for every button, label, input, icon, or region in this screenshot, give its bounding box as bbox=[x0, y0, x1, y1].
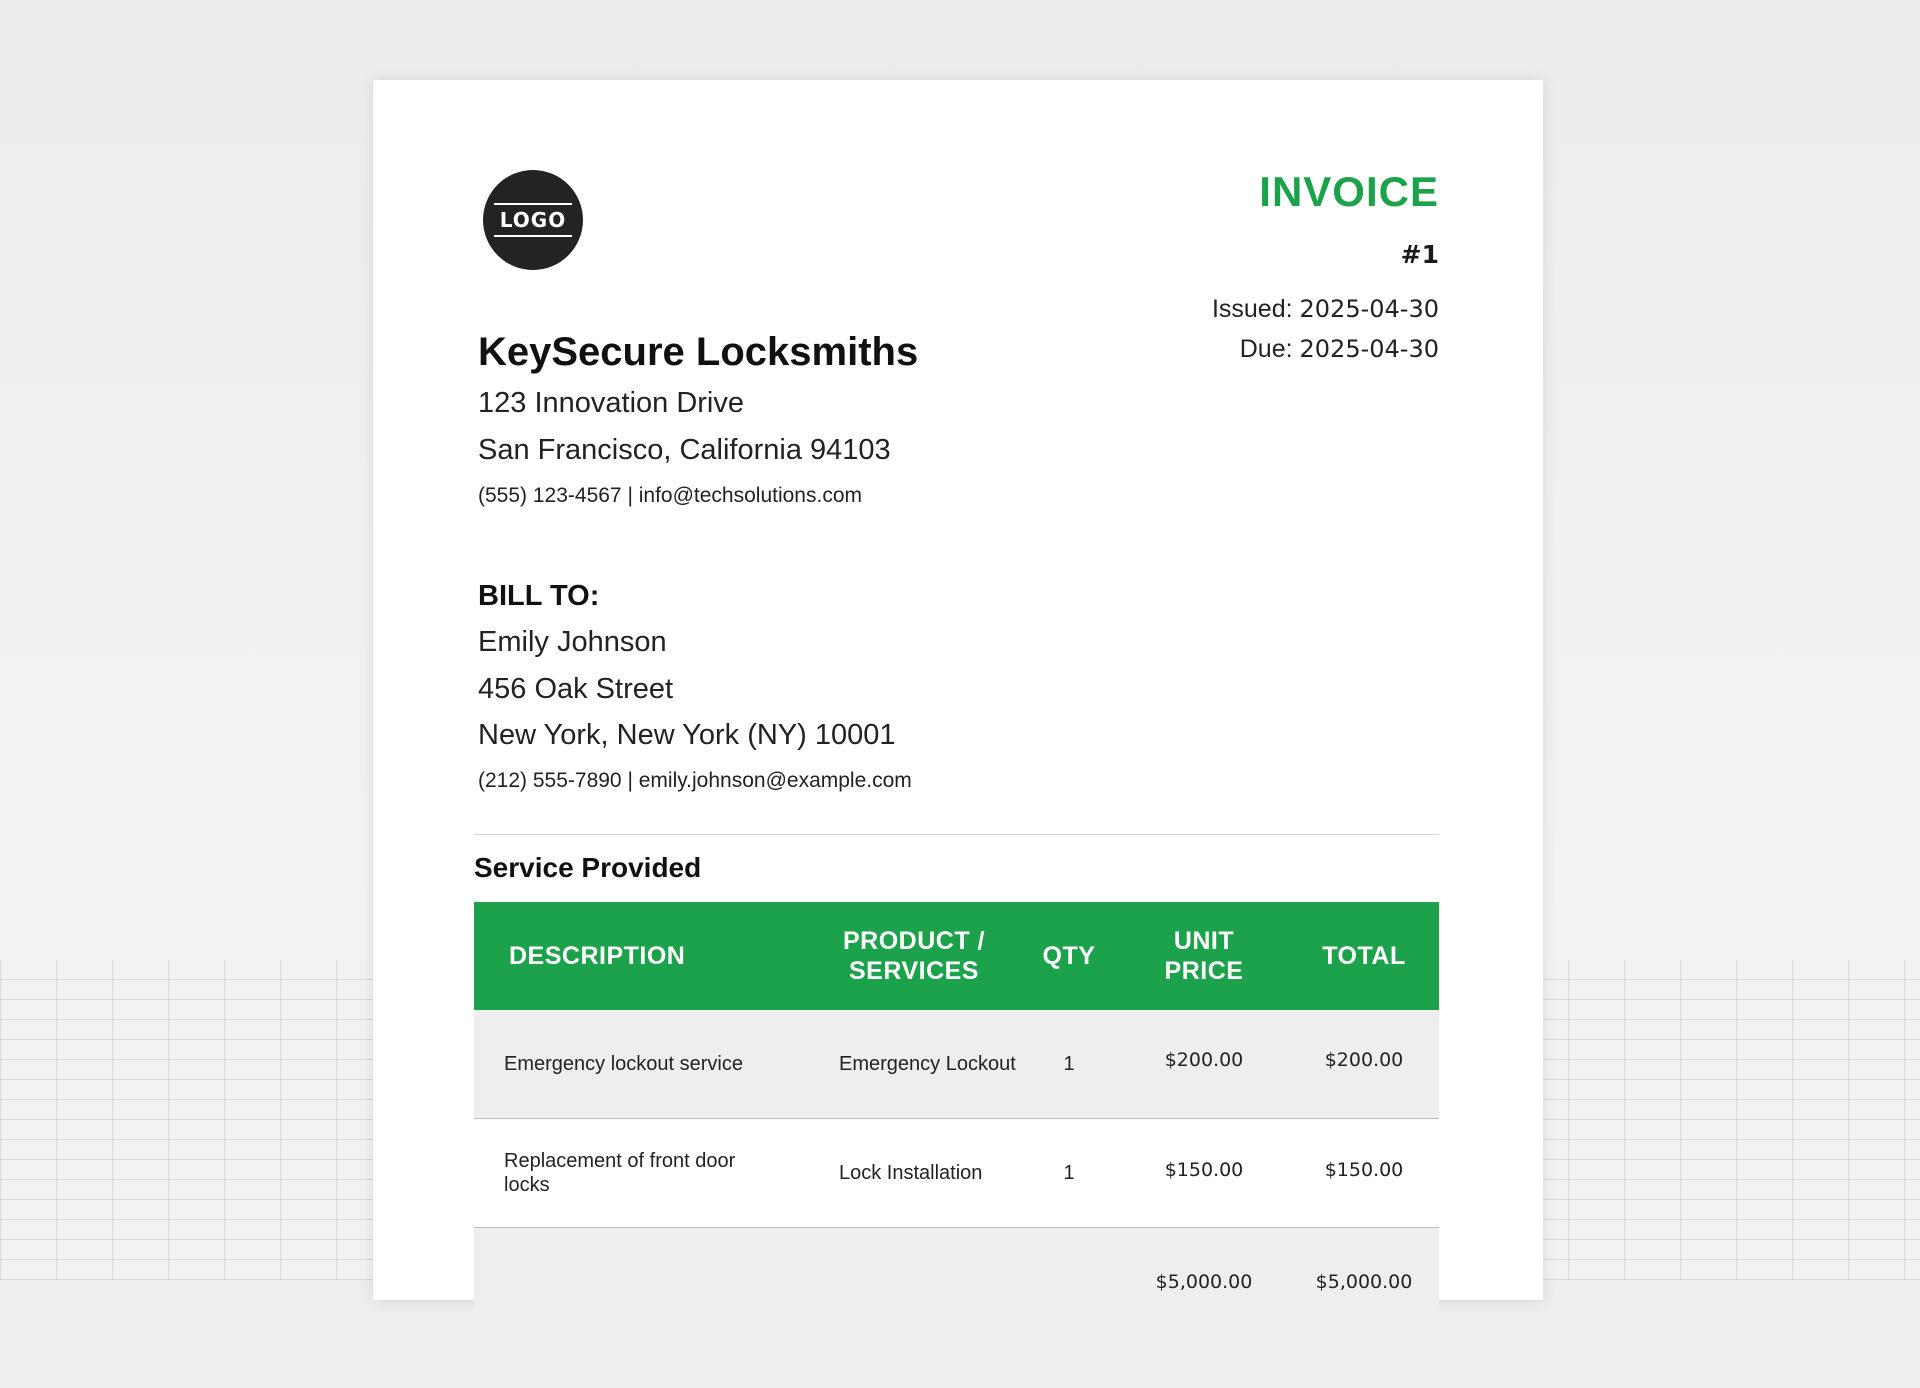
header-unit-line1: UNIT bbox=[1173, 927, 1235, 955]
bill-to-heading: BILL TO: bbox=[478, 580, 600, 612]
row-unit-price: $200.00 bbox=[1164, 1049, 1244, 1071]
header-product-line1: PRODUCT / bbox=[843, 927, 985, 955]
company-address-line2: San Francisco, California 94103 bbox=[478, 434, 891, 466]
header-product-line2: SERVICES bbox=[849, 957, 979, 985]
client-contact: (212) 555-7890 | emily.johnson@example.com bbox=[478, 769, 912, 792]
due-value: 2025-04-30 bbox=[1299, 335, 1439, 363]
row-unit-price: $150.00 bbox=[1164, 1159, 1244, 1181]
table-header bbox=[474, 902, 1439, 1010]
services-section-title: Service Provided bbox=[474, 852, 702, 883]
company-name: KeySecure Locksmiths bbox=[478, 330, 919, 374]
company-logo bbox=[483, 170, 583, 270]
company-contact: (555) 123-4567 | info@techsolutions.com bbox=[478, 484, 862, 507]
row-description bbox=[474, 1228, 809, 1388]
row-qty: 1 bbox=[1063, 1053, 1075, 1075]
section-divider bbox=[474, 834, 1439, 835]
header-unit-price bbox=[1119, 902, 1289, 1010]
due-label: Due: bbox=[1239, 335, 1293, 363]
header-total: TOTAL bbox=[1322, 942, 1406, 970]
table-row bbox=[474, 1010, 1439, 1119]
invoice-title: INVOICE bbox=[1259, 168, 1439, 215]
client-address-line1: 456 Oak Street bbox=[478, 673, 674, 705]
row-product: Lock Installation bbox=[839, 1162, 983, 1184]
invoice-dates bbox=[1212, 289, 1439, 369]
row-product bbox=[809, 1228, 1019, 1388]
client-address-line2: New York, New York (NY) 10001 bbox=[478, 719, 896, 751]
row-total: $5,000.00 bbox=[1315, 1271, 1413, 1293]
row-total: $200.00 bbox=[1324, 1049, 1404, 1071]
header-unit-line2: PRICE bbox=[1164, 957, 1244, 985]
issued-date-row bbox=[1212, 289, 1439, 329]
table-row bbox=[474, 1228, 1439, 1388]
header-qty: QTY bbox=[1042, 942, 1096, 970]
row-description: Emergency lockout service bbox=[504, 1053, 743, 1075]
row-total: $150.00 bbox=[1324, 1159, 1404, 1181]
table-row bbox=[474, 1119, 1439, 1228]
company-address-line1: 123 Innovation Drive bbox=[478, 387, 744, 419]
header-description: DESCRIPTION bbox=[509, 942, 686, 970]
due-date-row bbox=[1212, 329, 1439, 369]
row-description: Replacement of front door locks bbox=[504, 1150, 736, 1196]
logo-text: LOGO bbox=[494, 203, 572, 237]
row-product: Emergency Lockout bbox=[839, 1053, 1016, 1075]
header-product-services bbox=[809, 902, 1019, 1010]
row-qty bbox=[1019, 1228, 1119, 1388]
issued-label: Issued: bbox=[1211, 295, 1293, 323]
services-table bbox=[474, 902, 1439, 1388]
issued-value: 2025-04-30 bbox=[1299, 295, 1439, 323]
invoice-number: #1 bbox=[1400, 240, 1439, 269]
row-unit-price: $5,000.00 bbox=[1155, 1271, 1253, 1293]
client-name: Emily Johnson bbox=[478, 626, 667, 658]
invoice-document bbox=[373, 80, 1543, 1300]
row-qty: 1 bbox=[1063, 1162, 1075, 1184]
